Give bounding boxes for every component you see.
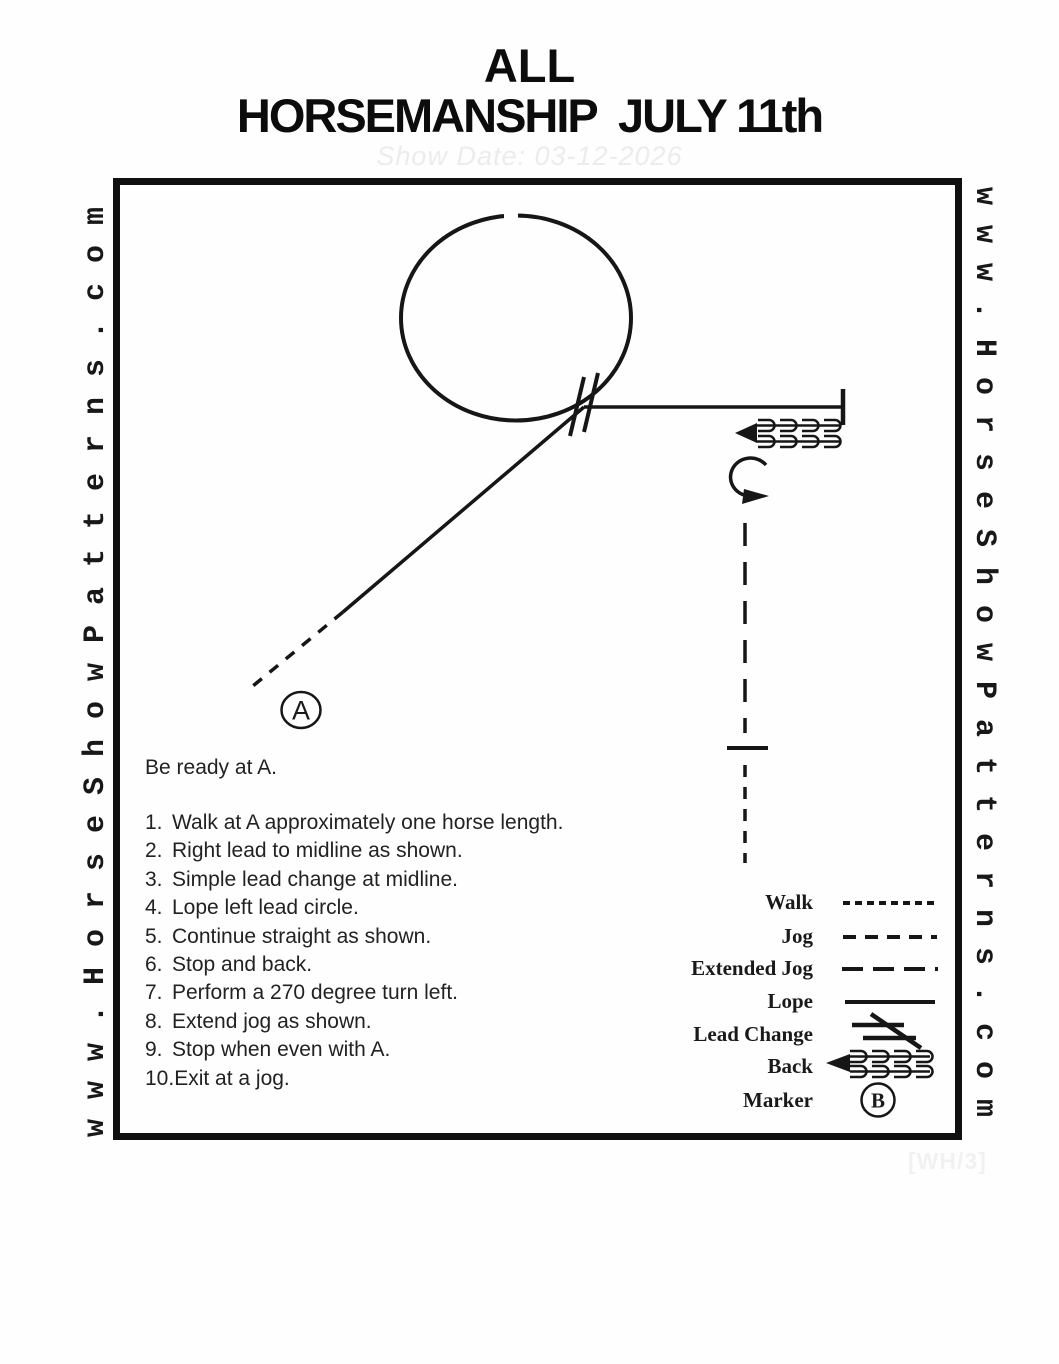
instruction-number: 2. bbox=[145, 839, 163, 863]
legend-label-marker: Marker bbox=[743, 1088, 813, 1112]
instruction-number: 10. bbox=[145, 1066, 175, 1090]
show-date-ghost-text: Show Date: 03-12-2026 bbox=[376, 141, 683, 171]
ref-code-ghost-text: [WH/3] bbox=[908, 1148, 987, 1174]
back-symbol bbox=[735, 420, 841, 447]
instruction-text: Stop and back. bbox=[172, 953, 313, 977]
legend-label-lead-change: Lead Change bbox=[693, 1022, 813, 1046]
marker-a-label: A bbox=[291, 695, 311, 726]
turn-270-symbol bbox=[731, 458, 769, 504]
instruction-number: 1. bbox=[145, 811, 163, 834]
legend-back-swatch bbox=[826, 1051, 933, 1077]
instruction-number: 5. bbox=[145, 924, 163, 948]
instructions-list bbox=[145, 809, 625, 1093]
instruction-text: Continue straight as shown. bbox=[172, 924, 432, 948]
title-line-2: HORSEMANSHIP JULY 11th bbox=[236, 89, 823, 142]
legend-label-back: Back bbox=[767, 1054, 813, 1078]
instruction-item bbox=[145, 837, 625, 865]
watermark-left: www.HorseShowPatterns.com bbox=[79, 186, 113, 1138]
legend-label-extended-jog: Extended Jog bbox=[691, 956, 813, 980]
instruction-text: Walk at A approximately one horse length. bbox=[172, 811, 564, 834]
title-line-1: ALL bbox=[483, 39, 576, 92]
marker-b-label: B bbox=[870, 1088, 886, 1113]
instruction-item bbox=[145, 809, 625, 837]
legend-label-lope: Lope bbox=[767, 989, 813, 1013]
walk-diagonal-line bbox=[248, 612, 343, 690]
instruction-text: Stop when even with A. bbox=[172, 1038, 391, 1062]
lope-diagonal-line bbox=[343, 407, 584, 612]
instruction-text: Simple lead change at midline. bbox=[172, 867, 459, 891]
instruction-text: Perform a 270 degree turn left. bbox=[172, 981, 458, 1005]
legend-label-walk: Walk bbox=[765, 890, 813, 914]
legend-label-jog: Jog bbox=[781, 924, 813, 948]
instruction-text: Lope left lead circle. bbox=[172, 896, 359, 920]
instruction-number: 6. bbox=[145, 953, 163, 977]
lope-circle bbox=[401, 216, 631, 421]
instruction-text: Right lead to midline as shown. bbox=[172, 839, 463, 863]
instruction-number: 3. bbox=[145, 867, 163, 891]
instruction-number: 9. bbox=[145, 1038, 163, 1062]
instruction-number: 8. bbox=[145, 1009, 163, 1033]
instruction-number: 4. bbox=[145, 896, 163, 920]
legend-lead-change-swatch bbox=[852, 1014, 921, 1048]
watermark-right: www.HorseShowPatterns.com bbox=[967, 186, 1001, 1138]
instructions-intro: Be ready at A. bbox=[145, 756, 277, 779]
instruction-text: Extend jog as shown. bbox=[172, 1009, 372, 1033]
instruction-number: 7. bbox=[145, 981, 163, 1005]
instruction-text: Exit at a jog. bbox=[174, 1066, 290, 1090]
